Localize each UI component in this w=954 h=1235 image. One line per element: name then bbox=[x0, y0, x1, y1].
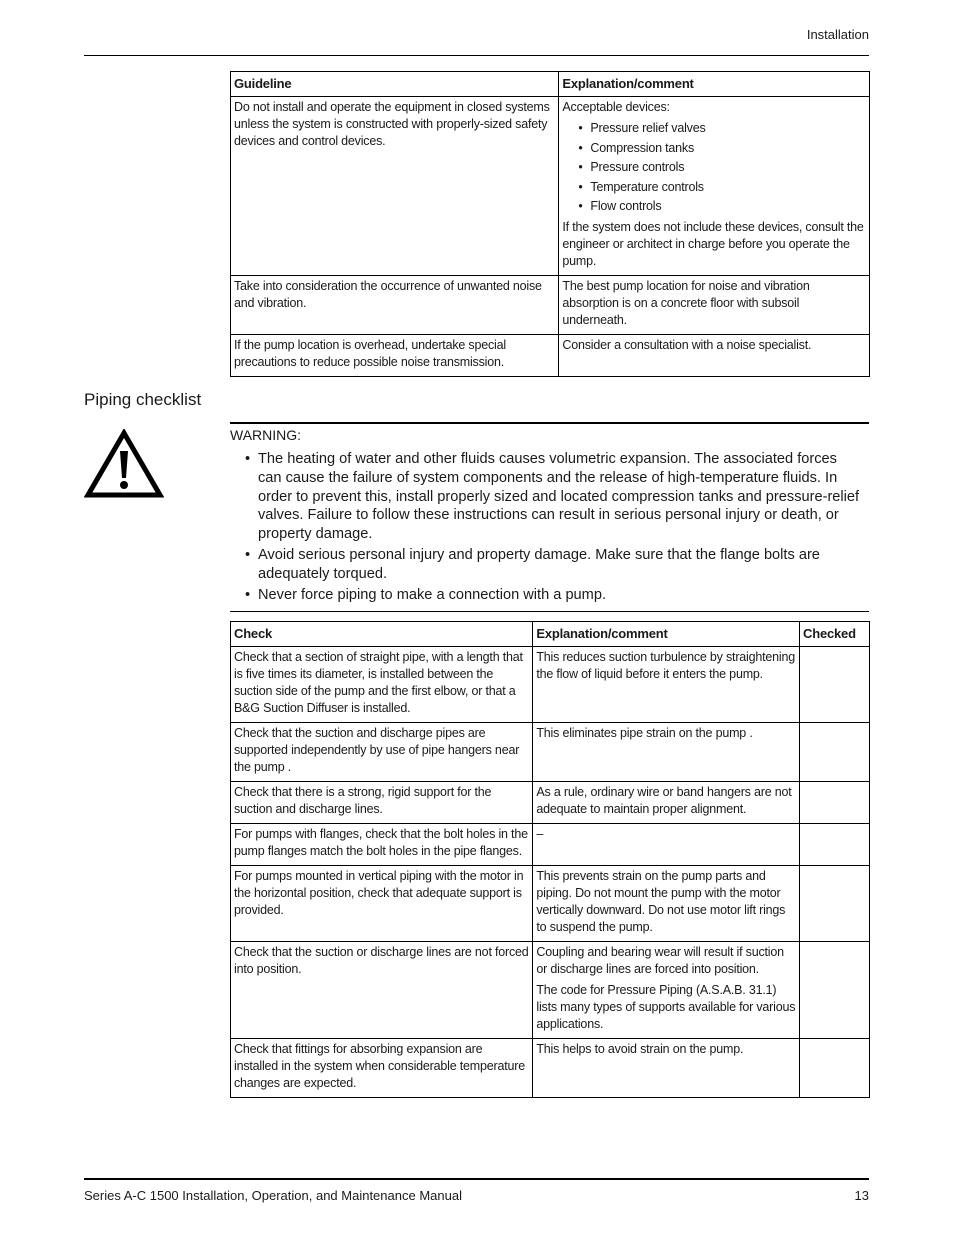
explanation-cell bbox=[559, 97, 870, 276]
checked-cell[interactable] bbox=[800, 1039, 870, 1098]
explanation-paragraph: Coupling and bearing wear will result if suction or discharge lines are forced into position. bbox=[536, 945, 784, 976]
column-header-checked: Checked bbox=[800, 622, 870, 647]
table-row bbox=[231, 1039, 870, 1098]
explanation-paragraph: The code for Pressure Piping (A.S.A.B. 31.1) lists many types of supports available for various applications. bbox=[536, 983, 796, 1031]
table-row bbox=[231, 782, 870, 824]
column-header-guideline: Guideline bbox=[231, 72, 559, 97]
check-cell: Check that the suction and discharge pipes are supported independently by use of pipe hangers near the pump . bbox=[231, 723, 533, 782]
list-item: • Pressure relief valves bbox=[578, 119, 866, 139]
list-item: • Compression tanks bbox=[578, 139, 866, 159]
check-cell: Check that there is a strong, rigid support for the suction and discharge lines. bbox=[231, 782, 533, 824]
explanation-cell: Consider a consultation with a noise specialist. bbox=[559, 334, 870, 376]
table-row bbox=[231, 275, 870, 334]
explanation-cell: This prevents strain on the pump parts and piping. Do not mount the pump with the motor vertically downward. Do not use motor lift rings to suspend the pump. bbox=[533, 866, 800, 942]
warning-list bbox=[245, 450, 860, 606]
explanation-cell: As a rule, ordinary wire or band hangers are not adequate to maintain proper alignment. bbox=[533, 782, 800, 824]
list-item: • Never force piping to make a connection with a pump. bbox=[245, 586, 860, 605]
table-header-row bbox=[231, 72, 870, 97]
check-cell: Check that a section of straight pipe, with a length that is five times its diameter, is installed between the suction side of the pump and the first elbow, or that a B&G Suction Diffuser is installed. bbox=[231, 647, 533, 723]
check-cell: Check that the suction or discharge lines are not forced into position. bbox=[231, 942, 533, 1039]
warning-title: WARNING: bbox=[230, 427, 302, 443]
devices-note: If the system does not include these devices, consult the engineer or architect in charge before you operate the pump. bbox=[562, 219, 864, 268]
checklist-table bbox=[230, 621, 870, 1098]
guideline-cell: If the pump location is overhead, undertake special precautions to reduce possible noise transmission. bbox=[231, 334, 559, 376]
check-cell: For pumps with flanges, check that the bolt holes in the pump flanges match the bolt holes in the pipe flanges. bbox=[231, 824, 533, 866]
checked-cell[interactable] bbox=[800, 647, 870, 723]
column-header-explanation: Explanation/comment bbox=[559, 72, 870, 97]
check-cell: Check that fittings for absorbing expansion are installed in the system when considerable temperature changes are expected. bbox=[231, 1039, 533, 1098]
table-row bbox=[231, 334, 870, 376]
explanation-cell: This helps to avoid strain on the pump. bbox=[533, 1039, 800, 1098]
page-number: 13 bbox=[854, 1188, 869, 1203]
warning-icon bbox=[84, 429, 164, 499]
checked-cell[interactable] bbox=[800, 723, 870, 782]
devices-intro: Acceptable devices: bbox=[562, 100, 670, 114]
table-row bbox=[231, 824, 870, 866]
section-header: Installation bbox=[806, 27, 869, 42]
list-item: • Pressure controls bbox=[578, 158, 866, 178]
guidelines-table bbox=[230, 71, 870, 377]
explanation-cell: – bbox=[533, 824, 800, 866]
checked-cell[interactable] bbox=[800, 824, 870, 866]
manual-title: Series A-C 1500 Installation, Operation, and Maintenance Manual bbox=[84, 1188, 462, 1203]
warning-rule bbox=[230, 611, 869, 612]
section-title: Piping checklist bbox=[84, 390, 202, 409]
table-header-row bbox=[231, 622, 870, 647]
table-row bbox=[231, 723, 870, 782]
device-list bbox=[562, 119, 866, 217]
column-header-check: Check bbox=[231, 622, 533, 647]
table-row bbox=[231, 97, 870, 276]
table-row bbox=[231, 942, 870, 1039]
column-header-explanation: Explanation/comment bbox=[533, 622, 800, 647]
guideline-cell: Take into consideration the occurrence of unwanted noise and vibration. bbox=[231, 275, 559, 334]
check-cell: For pumps mounted in vertical piping with the motor in the horizontal position, check that adequate support is provided. bbox=[231, 866, 533, 942]
footer-rule bbox=[84, 1178, 869, 1180]
header-rule bbox=[84, 55, 869, 56]
explanation-cell: The best pump location for noise and vibration absorption is on a concrete floor with subsoil underneath. bbox=[559, 275, 870, 334]
checked-cell[interactable] bbox=[800, 782, 870, 824]
list-item: • Temperature controls bbox=[578, 178, 866, 198]
list-item: • Avoid serious personal injury and property damage. Make sure that the flange bolts are adequately torqued. bbox=[245, 546, 860, 584]
checked-cell[interactable] bbox=[800, 942, 870, 1039]
explanation-cell: This reduces suction turbulence by straightening the flow of liquid before it enters the pump. bbox=[533, 647, 800, 723]
heading-rule bbox=[230, 422, 869, 424]
list-item: • The heating of water and other fluids causes volumetric expansion. The associated forces can cause the failure of system components and the release of high-temperature fluids. In order to prevent this, install properly sized and located compression tanks and pressure-relief valves. Failure to follow these instructions can result in serious personal injury or death, or property damage. bbox=[245, 450, 860, 544]
table-row bbox=[231, 866, 870, 942]
list-item: • Flow controls bbox=[578, 197, 866, 217]
guideline-cell: Do not install and operate the equipment in closed systems unless the system is constructed with properly-sized safety devices and control devices. bbox=[231, 97, 559, 276]
table-row bbox=[231, 647, 870, 723]
explanation-cell bbox=[533, 942, 800, 1039]
explanation-cell: This eliminates pipe strain on the pump . bbox=[533, 723, 800, 782]
checked-cell[interactable] bbox=[800, 866, 870, 942]
